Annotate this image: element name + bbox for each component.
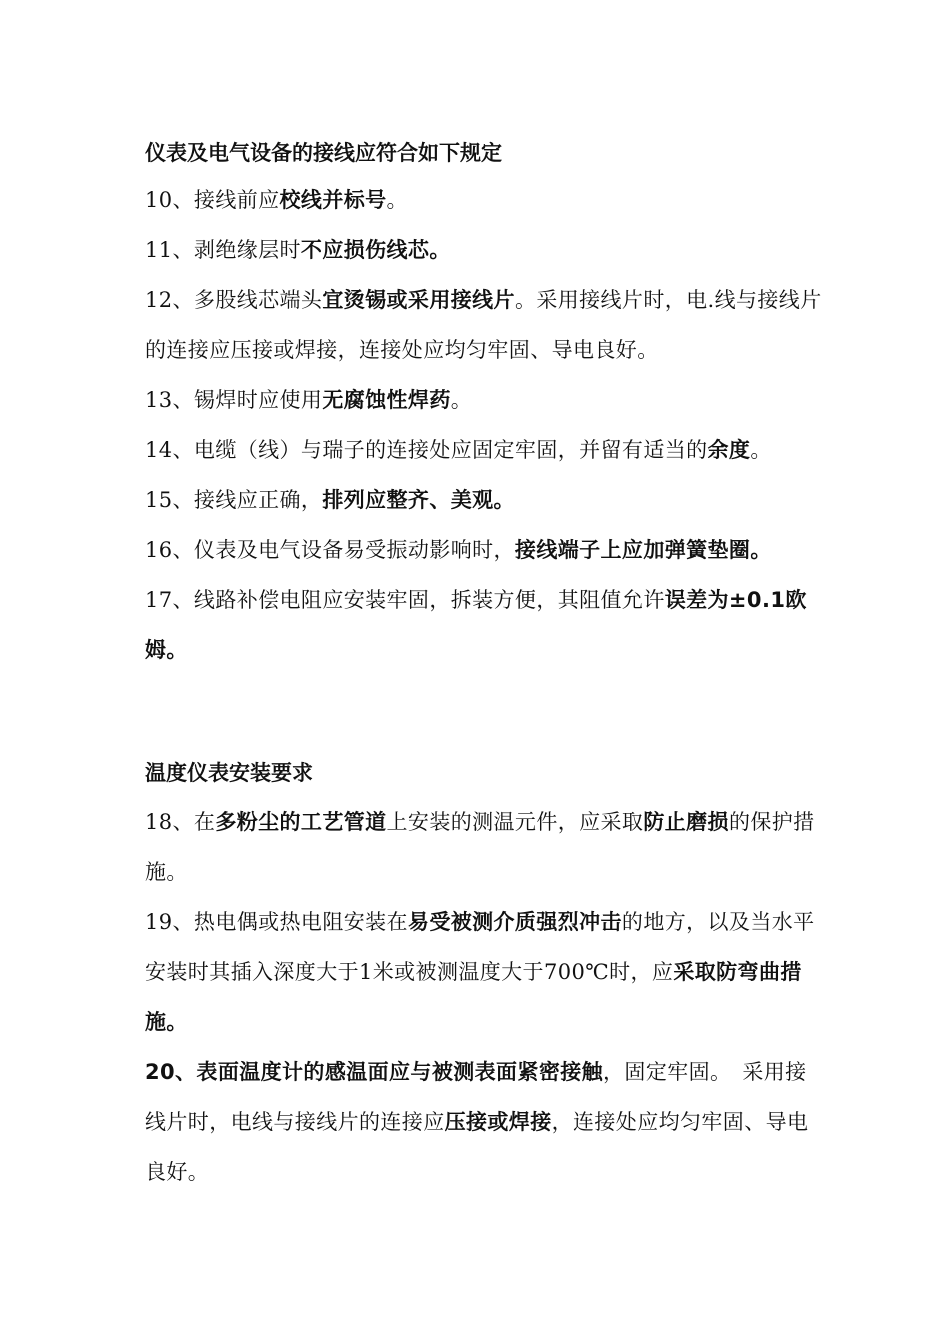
emphasis-text: 无腐蚀性焊药 (322, 388, 451, 412)
list-item-19 (145, 897, 825, 1047)
body-text: 15、接线应正确， (145, 488, 323, 512)
list-item-13 (145, 375, 825, 425)
emphasis-text: 校线并标号 (279, 188, 387, 212)
body-text: 13、锡焊时应使用 (145, 388, 323, 412)
body-text: 的保护措施。 (145, 810, 815, 884)
list-item-12 (145, 275, 825, 375)
emphasis-text: 余度 (707, 438, 751, 462)
body-text: 上安装的测温元件，应采取 (386, 810, 644, 834)
body-text: 16、仪表及电气设备易受振动影响时， (145, 538, 515, 562)
list-item-14 (145, 425, 825, 475)
body-text: 的地方，以及当水平安装时其插入深度大于1米或被测温度大于700℃时，应 (145, 910, 815, 984)
emphasis-text: 排列应整齐、美观。 (322, 488, 515, 512)
body-text: 17、线路补偿电阻应安装牢固，拆装方便，其阻值允许 (145, 588, 665, 612)
body-text: 10、接线前应 (145, 188, 280, 212)
body-text: 。 (750, 438, 772, 462)
emphasis-text: 防止磨损 (643, 810, 729, 834)
list-item-10 (145, 175, 825, 225)
emphasis-text: 20、表面温度计的感温面应与被测表面紧密接触 (145, 1060, 604, 1084)
body-text: 。 (450, 388, 473, 412)
list-item-20 (145, 1047, 825, 1197)
emphasis-text: 误差为±0.1欧姆。 (145, 588, 807, 662)
emphasis-text: 接线端子上应加弹簧垫圈。 (514, 538, 772, 562)
section-title-wiring: 仪表及电气设备的接线应符合如下规定 (145, 141, 502, 165)
body-text: ，固定牢固。 采用接线片时，电线与接线片的连接应 (145, 1060, 807, 1134)
body-text: 。 (386, 188, 408, 212)
emphasis-text: 宜烫锡或采用接线片 (322, 288, 515, 312)
section-title-temperature: 温度仪表安装要求 (145, 761, 313, 785)
list-item-11 (145, 225, 825, 275)
emphasis-text: 采取防弯曲措施。 (145, 960, 802, 1034)
body-text: 19、热电偶或热电阻安装在 (145, 910, 408, 934)
list-item-16 (145, 525, 825, 575)
body-text: 12、多股线芯端头 (145, 288, 323, 312)
emphasis-text: 压接或焊接 (444, 1110, 552, 1134)
emphasis-text: 不应损伤线芯。 (300, 238, 451, 262)
list-item-17 (145, 575, 825, 675)
body-text: ，连接处应均匀牢固、导电良好。 (145, 1110, 809, 1184)
list-item-18 (145, 797, 825, 897)
body-text: 11、剥绝缘层时 (145, 238, 301, 262)
body-text: 。采用接线片时，电.线与接线片的连接应压接或焊接，连接处应均匀牢固、导电良好。 (145, 288, 822, 362)
emphasis-text: 易受被测介质强烈冲击 (407, 910, 622, 934)
emphasis-text: 多粉尘的工艺管道 (215, 810, 387, 834)
body-text: 14、电缆（线）与瑞子的连接处应固定牢固，并留有适当的 (145, 438, 708, 462)
list-item-15 (145, 475, 825, 525)
body-text: 18、在 (145, 810, 216, 834)
